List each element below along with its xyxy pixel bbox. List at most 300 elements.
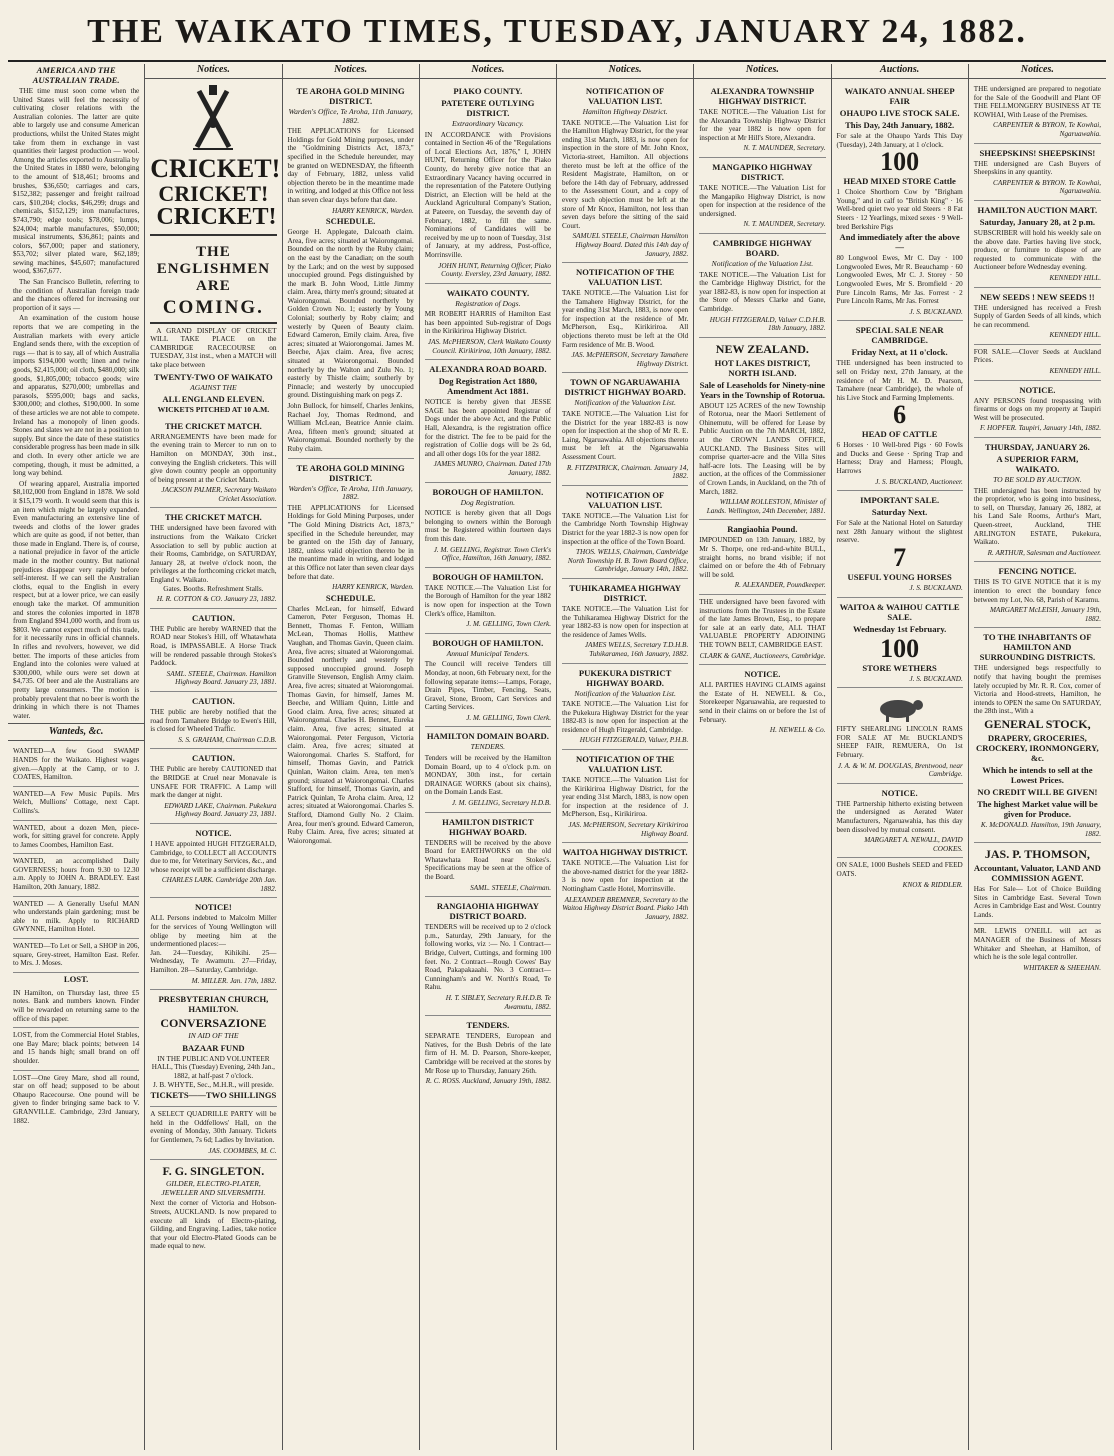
ad-text: IMPOUNDED on 13th January, 1882, by Mr S. Thorpe, one red-and-white BULL, straight horns, no brand visible; if not claimed on or before the 4th of February will be sold. [699,536,826,579]
ad-signature: HARRY KENRICK, Warden. [332,583,414,592]
ad-signature: J. S. BUCKLAND. [909,674,963,683]
ad-subheading: PATETERE OUTLYING DISTRICT. [441,98,535,118]
ad-subline: IN AID OF THE [188,1031,239,1041]
piako-ad [425,82,551,284]
fencing-ad [974,562,1101,628]
wanted-ad [13,854,139,896]
singleton-ad [150,1160,276,1255]
dog-registration-ad [425,284,551,361]
cattle-sale-ad [837,598,963,689]
ad-text: THE Public are hereby CAUTIONED that the BRIDGE at Cruel near Monavale is UNSAFE FOR TRAFFIC. A Lamp will mark the danger at night. [150,765,277,800]
ad-signature: MARGARET A. NEWALL, DAVID COOKES. [864,836,963,853]
column-heading: Notices. [145,64,281,79]
ad-text: TAKE NOTICE.—The Valuation List for the Cambridge North Township Highway District for the year 1882-3 is now open for inspection at the office of the Town Board. [562,511,689,546]
notice-ad [699,665,825,739]
ad-text: IN THE PUBLIC AND VOLUNTEER HALL, This (Tuesday) Evening, 24th Jan., 1882, at half-past 7 o'clock. [151,1054,275,1081]
tickets-line: TICKETS——TWO SHILLINGS [150,1090,277,1101]
ad-heading: SPECIAL SALE NEAR CAMBRIDGE. [855,325,944,346]
pound-ad [699,520,825,595]
ad-heading: Rangiaohia Pound. [727,524,798,535]
ad-text: TENDERS will be received by the above Board for EARTHWORKS on the old Whatawhata Road near Stokes's. Specifications may be seen at the office of the Board. [424,838,551,881]
ad-text: ALL Persons indebted to Malcolm Miller for the services of Young Wellington will oblige by meeting him at the undermentioned places:— [150,914,277,949]
crossed-bats-icon [183,83,243,153]
clover-ad [974,345,1101,381]
cricket-line-2: CRICKET! [158,181,269,207]
cricket-match-ad [150,417,276,509]
ad-signature: JAS. McPHERSON, Secretary Tamahere Highway District. [571,351,689,368]
ad-signature: KNOX & RIDDLER. [902,880,963,889]
valuation-ad [562,82,688,263]
ad-heading: WAIKATO ANNUAL SHEEP FAIR [844,86,955,106]
lost-ad [13,1071,139,1130]
ad-heading: WAITOA HIGHWAY DISTRICT. [562,847,688,858]
ad-heading: NOTIFICATION OF THE VALUATION LIST. [576,267,675,288]
column-heading: Notices. [283,64,419,79]
valuation-ad [562,263,688,373]
ad-subline: Warden's Office, Te Aroha, 11th January, 1882. [288,483,413,502]
ad-text: WANTED—A Few Music Pupils. Mrs Welch, Mullions' Cottage, next Capt. Collins's. [13,789,140,815]
lost-heading: LOST. [63,973,89,984]
ad-heading: JAS. P. THOMSON, [984,847,1090,862]
ad-signature: JACKSON PALMER, Secretary Waikato Cricket Association. [161,486,277,503]
ad-text: SEPARATE TENDERS, European and Natives, for the Bush Debris of the late firm of H. M. D. Pearson, Shore-keeper, Cambridge will be received at the stores by Mr Rose up to Thursday, January 26th. [424,1032,551,1075]
borough-ad [425,483,551,568]
ad-signature: WILLIAM ROLLESTON, Minister of Lands. Wellington, 24th December, 1881. [706,498,826,515]
church-ad [150,990,276,1107]
column-heading: Notices. [420,64,556,79]
ad-heading: BOROUGH OF HAMILTON. [432,637,544,648]
ad-text: THIS IS TO GIVE NOTICE that it is my intention to erect the boundary fence between my Lot, No. 68, Parish of Karamu. [973,578,1101,604]
ad-heading: ALEXANDRA ROAD BOARD. [429,364,547,375]
sale-count-label: HEAD MIXED STORE Cattle [843,176,956,187]
ad-text: For sale at the Ohaupo Yards This Day (Tuesday), 24th January, at 1 o'clock. [836,132,963,149]
ad-signature: J. M. GELLING, Town Clerk. [466,620,551,629]
ad-subline: TO BE SOLD BY AUCTION. [993,475,1082,485]
ad-heading: ALEXANDRA TOWNSHIP HIGHWAY DISTRICT. [710,86,815,106]
ad-heading: NOTICE! [194,902,232,913]
sale-count-label: HEAD OF CATTLE [861,429,938,440]
ad-text: TENDERS will be received up to 2 o'clock p.m., Saturday, 29th January, for the following works, viz :— No. 1 Contract—Bridge, Culvert, Cuttings, and forming 100 feet. No. 2 Contract—Rough Cowes' Bay Road, Pakapakaaahi. No. 3 Contract—Cunningham's and W. North's Road, Te Rahu. [424,923,551,992]
ad-subheading: OHAUPO LIVE STOCK SALE. [839,108,960,118]
cricket-headline [150,154,281,231]
ad-text: THE Partnership hitherto existing between the undersigned as Aerated Water Manufacturers, Ngaruawahia, has this day been dissolved by mutual consent. [836,799,963,834]
ad-signature: MARGARET McLEISH, January 19th, 1882. [989,606,1101,623]
ad-subline: Annual Municipal Tenders. [446,648,530,658]
mining-ad [288,459,414,850]
bazaar-title: BAZAAR FUND [182,1042,245,1053]
ad-text: THE undersigned has been instructed to sell on Friday next, 27th January, at the residence of Mr H. M. D. Pearson, Tamahere (near Cambridge), the whole of his Live Stock and Farming Implements. [836,359,963,402]
ad-heading: FENCING NOTICE. [998,566,1077,577]
divider [150,322,276,324]
ad-text: ALL PARTIES HAVING CLAIMS against the Estate of H. NEWELL & Co., Storekeeper Ngaruawahia, are requested to send in their claims on or before the 1st of February. [699,681,826,724]
conversazione-title: CONVERSAZIONE [160,1016,267,1031]
ad-date: Saturday Next. [871,507,928,518]
ad-subheading: Sale of Leaseholds for Ninety-nine Years in the Township of Rotorua. [699,379,826,400]
column-6 [694,64,831,1450]
ad-text: Has For Sale— Lot of Choice Building Sites in Cambridge East. Several Town Acres in Cambridge East and West. Country Lands. [973,885,1101,919]
caution-ad [150,692,276,749]
ad-signature: EDWARD LAKE, Chairman. Pukekura Highway Board. January 23, 1881. [164,801,277,819]
ad-subheading: The highest Market value will be given for Produce. [977,798,1098,819]
ad-text: Tenders will be received by the Hamilton Domain Board, up to 4 o'clock p.m. on MONDAY, 30th inst., for certain DRAINAGE WORKS (about six chains), on the Domain Lands East. [424,754,551,797]
ad-signature: HUGH FITZGERALD, Valuer C.D.H.B. 18th January, 1882. [709,315,826,333]
ad-text: TAKE NOTICE.—The Valuation List for the Kirikiriroa Highway District, for the year ending 31st March, 1883, is now open for inspection at the residence of J. McPherson, Esq., Kirikiriroa. [562,776,689,819]
ad-text: WANTED — A Generally Useful MAN who understands plain gardening; must be able to milk. Apply to RICHARD GWYNNE, Hamilton Hotel. [13,899,140,934]
ad-text: The Council will receive Tenders till Monday, at noon, 6th February next, for the following separate items:—Lamps, Forage, Drain Pipes, Timber, Fencing, Seats, Gravel, Stone, Broom, Cart Services and Carting Services. [424,660,551,712]
ad-subheading: DRAPERY, GROCERIES, CROCKERY, IRONMONGERY, &c. [976,732,1099,763]
ad-signature: J. S. BUCKLAND. [909,307,963,316]
ad-text: George H. Applegate, Dalcoath claim. Area, five acres; situated at Waiorongomai. Bounded on the north by the Ruby claim; on the east by the Canadian; on the south by the Lark; and on the west by supposed unoccupied ground. Pegs distinguished by the mark B. John Wood, Little Jimmy claim. Area, thirty men's ground; situated at Waiorongomai. Bounded northerly by Golden Crown No. 1; easterly by Young Colonial; southerly by Roby claim; and westerly by Queen of Beauty claim. Edward Cameron, Emily claim. Area, five acres; situated at Waiorongomai. James M. Beeche, Ajax claim. Area, five acres; situated at Waiorongomai. Bounded northerly by the Walton and Zulu No. 1; easterly by Thistle claim; southerly by Pinnacle; and westerly by unoccupied ground. Distinguishing mark on pegs Z. [287,228,414,400]
sheep-fair-ad [837,82,963,321]
sale-count: 7 [893,543,907,573]
ad-heading: F. G. SINGLETON. [162,1164,265,1179]
ad-heading: CAMBRIDGE HIGHWAY BOARD. [712,237,812,258]
ad-heading: BOROUGH OF HAMILTON. [432,486,544,497]
ad-list: 1 Choice Shorthorn Cow by "Brigham Young," and in calf to "British King" · 16 Well-bred quiet two year old Steers · 8 Fat Steers · 12 Yearlings, mixed sexes · 9 Well-bred Berkshire Pigs [836,188,963,231]
article-paragraph: The San Francisco Bulletin, referring to the condition of Australian foreign trade and the chances offered for increasing our proportion of it says — [13,278,140,312]
ad-signature: KENNEDY HILL. [1049,273,1101,282]
ad-signature: H. NEWELL & Co. [769,726,826,735]
ad-text: LOST, from the Commercial Hotel Stables, one Bay Mare; black points; between 14 and 15 hands high; small brand on off shoulder. [13,1031,140,1065]
ad-signature: J. A. & W. M. DOUGLAS, Brentwood, near Cambridge. [837,761,963,779]
trespass-ad [974,381,1101,438]
ad-heading: THURSDAY, JANUARY 26. [985,442,1090,453]
ad-heading: CAUTION. [192,695,235,706]
ad-date: Wednesday 1st February. [852,623,947,634]
ad-subline: Dog Registration. [460,497,516,507]
special-sale-ad [837,321,963,491]
ad-heading: TOWN OF NGARUAWAHIA DISTRICT HIGHWAY BOARD. [564,377,686,398]
ad-signature: SAMUEL STEELE, Chairman Hamilton Highway Board. Dated this 14th day of January, 1882. [572,232,689,258]
wanted-ad [13,744,139,786]
ad-text: TAKE NOTICE.—The Valuation List for the Tuhikaramea Highway District for the year 1882-83 is now open for inspection at the residence of James Wells. [562,604,689,639]
ad-text: For Sale at the National Hotel on Saturday next 28th January without the slightest reserve. [836,519,963,545]
ad-signature: CARPENTER & BYRON. Te Kowhai, Ngaruawahia. [993,178,1101,196]
ad-signature: CARPENTER & BYRON, Te Kowhai, Ngaruawahia. [993,121,1101,138]
ad-signature: R. FITZPATRICK, Chairman. January 14, 1882. [566,463,689,481]
ad-text: MR. LEWIS O'NEILL will act as MANAGER of the Business of Messrs Whitaker and Sheehan, at Hamilton, of which he is the sole legal controller. [973,927,1101,962]
ad-signature: H. T. SIBLEY, Secretary R.H.D.B. Te Awamutu, 1882. [445,993,551,1011]
ad-heading: NOTIFICATION OF THE VALUATION LIST. [576,754,675,775]
article-paragraph: THE time must soon come when the United States will feel the necessity of cultivating closer relations with the Australian colonies. The latter are quite able to largely use and consume American productions, whilst the United States might take from them in exchange in vast quantities their largest production — wool. Among the articles exported to Australia by the United States in 1880 were, belonging to the amount of $18,461; brooms and brushes, $36,650; carriages and cars, $152,382; passenger and freight railroad cars, $10,204; clocks, $46,299; drugs and chemicals, $152,129; iron manufactures, $743,790; edge tools; $78,006; lumps, $24,004; marble manufactures, $50,000; musical instruments, $36,861; paints and colors, $67,000; paper and stationery, $53,702; silver plated ware, $62,189; sewing machines, $45,607; manufactured wood, $367,677. [13,87,140,276]
ad-subline: Notification of the Valuation List. [574,398,676,408]
ad-text: TAKE NOTICE.—The Valuation List for the District for the year 1882-83 is now open for inspection at the shop of Mr R. E. Laing, Ngaruawahia. All objections thereto must be left at the Ngaruawahia Assessment Court. [562,410,689,461]
sale-count: 100 [880,147,920,177]
ad-text: IN Hamilton, on Thursday last, three £5 notes. Bank and numbers known. Finder will be rewarded on returning same to the office of this paper. [13,988,140,1023]
ad-text: THE undersigned have been favored with instructions from the Trustees in the Estate of the late James Brown, Esq., to prepare for sale at an early date, ALL THAT VALUABLE PROPERTY ADJOINING THE TOWN BELT, CAMBRIDGE EAST. [699,597,826,649]
store-opening-ad [974,628,1101,843]
ad-date: Saturday, January 28, at 2 p.m. [979,216,1096,227]
ad-heading: RANGIAOHIA HIGHWAY DISTRICT BOARD. [436,901,539,922]
domain-board-ad [425,727,551,812]
wickets-line: WICKETS PITCHED AT 10 A.M. [157,405,270,415]
lost-ad [13,1028,139,1070]
wanted-heading: Wanteds, &c. [8,723,144,741]
ad-heading: IMPORTANT SALE. [860,495,940,506]
ad-heading: NOTICE. [744,669,781,680]
article-title: AMERICA AND THE AUSTRALIAN TRADE. [32,65,120,85]
ad-text: THE Public are hereby WARNED that the ROAD near Stokes's Hill, off Whatawhata Road, is IMPASSABLE. A Horse Track will be rendered passable through Stokes's Paddock. [150,624,277,668]
ad-signature: JAS. McPHERSON, Secretary Kirikiriroa Highway Board. [568,821,689,838]
ad-text: TAKE NOTICE.—The Valuation List for the Hamilton Highway District, for the year ending 31st March, 1883, is now open for inspection in the store of Mr. John Knox, Victoria-street, Hamilton. All objections thereto must be left at the office of the Resident Magistrate, Hamilton, on or before the 14th day of February, addressed to the Assessment Court, and a copy of every such objection must be left at the store of Mr Knox, Hamilton, not less than seven days before the sitting of the said Court. [562,118,689,230]
valuation-ad [699,158,825,234]
article-paragraph: An examination of the custom house reports that we are competing in the Australian markets with every article England sends there, with the exception of rugs — that is to say, all of which Australia imports $194,000 worth; linen and twine goods, $2,415,000; oil cloth, $480,000; silk goods, $1,805,000; tobacco goods; wire and apparatus, $270,000; umbrellas and parasols, $595,000; bags and sacks, $300,000; and clothes, $190,000. In some of these articles we are not able to compete. Ireland has a monopoly of linen goods. Stones and slates we are not in a position to supply. But since the date of these statistics considerable progress has been made in silk and cloth. In every other article we are competing, though, it must be admitted, a long way behind. [13,314,140,478]
valuation-ad [562,579,688,664]
ad-text: THE undersigned has received a Fresh Supply of Garden Seeds of all kinds, which he can recommend. [973,303,1101,329]
alexandra-ad [425,360,551,482]
ad-heading: TENDERS. [466,1020,510,1031]
ad-heading: HAMILTON AUCTION MART. [977,204,1098,215]
ad-heading: SHEEPSKINS! SHEEPSKINS! [979,147,1096,158]
valuation-ad [562,750,688,843]
seeds-ad [974,288,1101,345]
ad-signature: SAML. STEELE, Chairman. Hamilton Highway Board. January 23, 1881. [166,669,277,687]
ad-signature: JAMES MUNRO, Chairman. Dated 17th January, 1882. [433,460,551,477]
ad-signature: R. C. ROSS. Auckland, January 19th, 1882. [425,1077,551,1086]
newspaper-title: THE WAIKATO TIMES, TUESDAY, JANUARY 24, 1882. [87,13,1027,50]
ad-date: Friday Next, at 11 o'clock. [851,347,948,358]
ad-heading: NOTIFICATION OF VALUATION LIST. [585,489,665,510]
wanted-ad [13,939,139,973]
borough-ad [425,634,551,728]
highway-board-ad [425,813,551,898]
ad-subheading: HOT LAKES DISTRICT, NORTH ISLAND. [714,357,811,378]
all-england-line: ALL ENGLAND ELEVEN. [162,394,265,405]
sale-count-label: USEFUL YOUNG HORSES [847,572,952,583]
sale-count-label: STORE WETHERS [862,662,937,673]
ad-subheading: Dog Registration Act 1880, Amendment Act 1881. [438,376,538,397]
general-stock-title: GENERAL STOCK, [984,716,1091,731]
ad-heading: HAMILTON DISTRICT HIGHWAY BOARD. [442,816,534,837]
oneill-ad [974,924,1101,976]
ad-text: WANTED—A few Good SWAMP HANDS for the Waikato. Highest wages given.—Apply at the Camp, or to J. COATES, Hamilton. [13,747,140,782]
ad-date: This Day, 24th January, 1882. [845,120,955,130]
ad-text: FIFTY SHEARLING LINCOLN RAMS FOR SALE AT Mr. BUCKLAND'S SHEEP FAIR, REMUERA, On 1st February. [836,725,963,759]
ad-subheading: Which he intends to sell at the Lowest Prices. [982,764,1093,785]
ad-signature: J. S. BUCKLAND. [909,584,963,593]
sale-count: 100 [880,633,920,663]
coming-banner: COMING. [162,296,264,318]
ad-heading: NOTICE. [1019,384,1056,395]
ad-signature: N. T. MAUNDER, Secretary. [743,144,826,153]
ad-signature: JAS. COOMBES, M. C. [208,1146,277,1155]
property-sale-ad [699,595,825,665]
rangiaohia-ad [425,897,551,1016]
ad-heading: BOROUGH OF HAMILTON. [432,571,544,582]
ad-heading: NOTICE. [195,827,232,838]
column-2 [145,64,282,1450]
grand-display-text [150,327,276,370]
ad-subline: Notification of the Valuation List. [574,688,676,698]
ad-subheading: Accountant, Valuator, LAND AND COMMISSION AGENT. [973,863,1101,884]
ad-text: J. B. WHYTE, Sec., M.H.R., will preside. [152,1080,274,1089]
seed-sale-ad [837,858,963,893]
rotorua-ad [699,338,825,521]
ad-text: TAKE NOTICE.—The Valuation List for the Mangapiko Highway District, is now open for inspection at the residence of the undersigned. [699,183,826,218]
ad-signature: JOHN HUNT, Returning Officer, Piako County. Eversley, 23rd January, 1882. [438,261,551,279]
article-body [13,87,139,720]
ad-text: FOR SALE.—Clover Seeds at Auckland Prices. [973,347,1101,365]
ad-signature: CLARK & GANE, Auctioneers, Cambridge. [699,651,826,660]
ad-heading: NEW ZEALAND. [715,341,809,356]
ad-subheading: NO CREDIT WILL BE GIVEN! [977,786,1098,797]
ad-text: IN ACCORDANCE with Provisions contained in Section 46 of the "Regulations of Local Elections Act, 1876," I, JOHN HUNT, Returning Officer for the Piako County, do hereby give notice that an Extraordinary Vacancy having occurred in the representation of the Patetere Outlying District, an Election will be held at the Auckland Agricultural Company's Station, at Pateere, on Tuesday, the seventh day of February, 1882, to fill the same. Nominations of Candidates will be received by me up to noon of Tuesday, 31st of January, at my address, Post-office, Morrinsville. [424,130,551,259]
ad-subheading: A SUPERIOR FARM, WAIKATO. [996,454,1079,475]
sheepskins-ad [974,144,1101,201]
auction-mart-ad [974,201,1101,288]
column-heading: Notices. [557,64,693,79]
ad-text: ON SALE, 1000 Bushels SEED and FEED OATS. [836,861,963,878]
ad-heading: THE CRICKET MATCH. [164,512,262,523]
ad-signature: ALEXANDER BREMNER, Secretary to the Waitoa Highway District Board. Piako 14th January, 1882. [562,895,689,921]
column-heading: Notices. [694,64,830,79]
notice-ad [150,898,276,990]
ad-signature: KENNEDY HILL. [1049,331,1101,340]
schedule-heading: SCHEDULE. [325,216,376,227]
column-7 [832,64,969,1450]
ad-subline: GILDER, ELECTRO-PLATER, JEWELLER AND SILVERSMITH. [161,1179,266,1197]
article-paragraph: Of wearing apparel, Australia imported $8,102,000 from England in 1878. We sold it $15,179 worth. It would seem that this is an item which might be largely expanded. Even manufacturing an extensive line of tweeds and cloths of the lower grades which are quite as good, if not better, than those made in England. There is, of course, a national prejudice in favor of the article made in the mother country. But national prejudices disappear very rapidly before self-interest. If we can sell the Australian cloths, equal to the English in every respect, but at a lower price, we can easily enough take the market. Of ammunition and stores the colonies imported in 1878 from England $941,000 worth, and from us $803. We cannot expect much of this trade, for it necessarily runs in official channels. In rifles and revolvers, however, we did better. The imports of these articles from England into the colonies were valued at $300,000, while ours were set down at $4,735. Of beer and ale the Australians are pretty large consumers. The motion is probably prevalent that no beer is worth the drinking in which there is not Thames water. [13,479,140,720]
ad-heading: CAUTION. [192,612,235,623]
ad-signature: THOS. WELLS, Chairman, Cambridge North Township H. B. Town Board Office, Cambridge, January 14th, 1882. [567,548,689,574]
ad-text: THE undersigned begs respectfully to notify that having bought the premises lately occupied by Mr. R. R. Cox, corner of Victoria and Hood-streets, Hamilton, he intends to OPEN the same On SATURDAY, the 28th inst., With a [973,664,1101,716]
cricket-line-1: CRICKET! [150,154,281,183]
valuation-ad [562,373,688,485]
against-line: AGAINST THE [190,382,237,392]
quadrille-ad [150,1107,276,1160]
ad-subline: Extraordinary Vacancy. [451,119,524,128]
notice-ad [150,824,276,899]
notice-ad [837,784,963,859]
sale-count: 6 [893,400,907,430]
valuation-ad [699,82,825,158]
valuation-ad [562,664,688,751]
ad-signature: J. M. GELLING, Town Clerk. [466,713,551,722]
ad-text: WANTED, about a dozen Men, piece-work, for sitting gravel for concrete. Apply to James Coombes, Hamilton East. [13,823,140,849]
ad-signature: H. R. COTTON & CO. January 23, 1882. [156,595,277,604]
ad-heading: WAITOA & WAIHOU CATTLE SALE. [839,601,960,622]
ad-heading: THE CRICKET MATCH. [164,420,262,431]
ad-text: TAKE NOTICE.—The Valuation List for the Pukekura Highway District for the year 1882-83 is now open for inspection at the residence of Hugh Fitzgerald, Cambridge. [562,700,689,734]
ad-text: ARRANGEMENTS have been made for the evening train to Mercer to run on to Hamilton on MONDAY, 30th inst., conveying the English cricketers. This will give down country people an opportunity of being present at the Cricket Match. [150,432,277,484]
ad-list: 80 Longwool Ewes, Mr C. Day · 100 Longwooled Ewes, Mr R. Beauchamp · 60 Longwooled Ewes, Mr C. J. Storey · 50 Longwooled Ewes, Mr S. Bromfield · 20 Pure Lincoln Rams, Mr Jas. Forrest · 2 Pure Lincoln Rams, Mr Jas. Forrest [836,254,963,306]
ad-text: THE undersigned have been favored with instructions from the Waikato Cricket Association to sell by public auction at their Rooms, Cambridge, on SATURDAY, January 28, at twelve o'clock noon, the privileges at the forthcoming cricket match, England v. Waikato. [150,524,277,585]
column-3 [283,64,420,1450]
ad-text: A SELECT QUADRILLE PARTY will be held in the Oddfellows' Hall, on the evening of Monday, 30th January. Tickets for Gentlemen, 7s 6d; Ladies by Invitation. [150,1110,277,1144]
column-1 [8,64,145,1450]
masthead [8,4,1106,62]
twenty-two-line: TWENTY-TWO OF WAIKATO [154,371,273,382]
ad-text: WANTED, an accomplished Daily GOVERNESS; hours from 9.30 to 12.30 a.m. Apply to JOHN A. BRADLEY. East Hamilton, 20th January, 1882. [13,857,140,892]
ad-text: John Bullock, for himself, Charles Jenkins, Rachael Joy, Thomas Redmond, and William McLean, Beatrice Annie claim. Area, fifteen men's ground; situated at Waiorongomai. Bounded northerly by the Ruby claim. [287,402,414,453]
ad-text: A GRAND DISPLAY OF CRICKET WILL TAKE PLACE on the CAMBRIDGE RACECOURSE on TUESDAY, 31st inst., when a MATCH will take place between [150,326,277,369]
valuation-ad [699,234,825,338]
ad-signature: N. T. MAUNDER, Secretary. [743,220,826,229]
caution-ad [150,609,276,692]
ad-text: THE APPLICATIONS for Licensed Holdings for Gold Mining Purposes, under "The Gold Mining Districts Act, 1873," specified in the Schedule hereunder, may be granted on the 15th day of January, 1882, unless valid objection thereto be in the meantime made in writing, and lodged at this Office not later than seven clear days before that date. [287,503,414,581]
ad-heading: PUKEKURA DISTRICT HIGHWAY BOARD. [578,667,672,688]
ram-icon [870,693,930,723]
ad-heading: TUHIKARAMEA HIGHWAY DISTRICT. [569,582,681,603]
ad-signature: R. ALEXANDER, Poundkeeper. [734,581,826,590]
ad-heading: NOTIFICATION OF VALUATION LIST. [585,86,665,106]
ad-dates: Jan. 24—Tuesday, Kihikihi. 25—Wednesday, Te Awamutu. 27—Friday, Hamilton. 28—Saturday, Cambridge. [150,948,277,975]
ad-heading: NEW SEEDS ! NEW SEEDS !! [980,291,1095,302]
ad-text: TAKE NOTICE.—The Valuation List for the Tamahere Highway District, for the year ending 31st March, 1883, is now open for inspection at the residence of Mr. McPherson, Esq., Kirikiriroa. All objections thereto must be left at the Old Farm residence of Mr. B. Wood. [562,289,689,349]
ad-text: THE public are hereby notified that the road from Tamahere Bridge to Ewen's Hill, is closed for Wheeled Traffic. [150,707,277,734]
ad-heading: TO THE INHABITANTS OF HAMILTON AND SURROUNDING DISTRICTS. [979,632,1096,663]
ad-signature: S. S. GRAHAM, Chairman C.D.B. [178,735,277,744]
ad-subline: Registration of Dogs. [455,298,521,308]
wanted-ad [13,897,139,939]
valuation-ad [562,843,688,925]
borough-ad [425,568,551,634]
ad-heading: TE AROHA GOLD MINING DISTRICT. [296,462,405,483]
column-4 [420,64,557,1450]
ad-subheading: And immediately after the above— [839,232,960,253]
ad-signature: M. MILLER. Jan. 17th, 1882. [191,976,277,985]
farm-auction-ad [974,438,1101,562]
ad-text: Next the corner of Victoria and Hobson-Streets, AUCKLAND. Is now prepared to execute all kinds of Electro-plating, Gilding, and Engraving. Ladies, take notice that your old Electro-Plated Goods can be made equal to new. [150,1199,277,1251]
ad-text: THE APPLICATIONS for Licensed Holdings for Gold Mining purposes, under the "Goldmining Districts Act, 1873," specified in the Schedule hereunder, may be granted on WEDNESDAY, the fifteenth day of February, 1882, unless valid objection thereto be in the meantime made in writing, and lodged at this Office not less than seven clear days before that date. [287,127,414,204]
schedule-heading: SCHEDULE. [325,592,376,603]
ad-signature: F. HOPFER. Taupiri, January 14th, 1882. [980,424,1101,433]
ad-text: TAKE NOTICE.—The Valuation List for the above-named district for the year 1882-3 is now open for inspection at the Nottingham Castle Hotel, Morrinsville. [562,859,689,893]
ad-signature: WHITAKER & SHEEHAN. [1023,963,1101,972]
ad-text: NOTICE is hereby given that all Dogs belonging to owners within the Borough must be Registered within fourteen days from this date. [424,509,551,543]
ad-subline: Hamilton Highway District. [582,107,668,116]
ad-text: ANY PERSONS found trespassing with firearms or dogs on my property at Taupiri West will be prosecuted. [973,396,1101,422]
ad-text: TAKE NOTICE.—The Valuation List for the Cambridge Highway District, for the year 1882-83, is now open for inspection at the Store of Messrs Clarke and Gane, Cambridge. [699,270,826,313]
valuation-ad [562,486,688,579]
ad-text: I HAVE appointed HUGH FITZGERALD, Cambridge, to COLLECT all ACCOUNTS due to me, for Veterinary Services, &c., and whose receipt will be a sufficient discharge. [150,839,277,874]
ad-signature: SAML. STEELE, Chairman. [470,883,551,892]
ad-signature: JAMES WELLS, Secretary T.D.H.B. Tuhikaramea, 16th January, 1882. [584,641,689,658]
mining-ad [288,82,414,459]
ad-text: Charles McLean, for himself, Edward Cameron, Peter Ferguson, Thomas H. Bennett, Thomas F. Fenton, William McLean, Thomas Hollis, Matthew Vaughan, and Thomas Gavin, Queen claim. Area, five acres; situated at Waiorongomai. Bounded northerly and westerly by supposed unoccupied ground. Joseph Granville Stevenson, English Army claim. Area, five acres; situated at Waiorongomai. Thomas Gavin, for himself, James M. Beeche, and William Quinn, Little and Good claim. Area, five acres; situated at Waiorongomai. Charles H. Bennet, Eureka claim. Area, five acres; situated at Waiorongomai. Peter Ferguson, Victoria claim. Area, five acres; situated at Waiorongomai. Charles S. Stafford, for himself, Thomas Gavin, and Patrick Quinlan, Waiton claim. Area, ten men's ground; situated at Waiorongomai. Charles Stafford, for himself, Thomas Gavin, and Patrick Quinlan, Te Aroha claim. Area, 12 acres; situated at Waiorongomai. Charles S. Stafford, Diamond Gully No. 2 Claim. Area, four men's ground. Edward Cameron, Ruby Claim. Area, five acres; situated at Waiorongomai. [287,604,414,845]
ad-heading: PIAKO COUNTY. [453,86,523,96]
divider [150,234,276,236]
ad-signature: K. McDONALD. Hamilton, 19th January, 1882. [980,820,1101,838]
thomson-ad [974,843,1101,924]
ad-text: TAKE NOTICE.—The Valuation List for the Borough of Hamilton for the year 1882 is now open for inspection at the Town Clerk's office, Hamilton. [424,583,551,618]
ad-heading: TE AROHA GOLD MINING DISTRICT. [296,86,405,106]
ad-text: LOST—One Grey Mare, shod all round, star on off head; supposed to be about Ohaupo Racecourse. One pound will be given to finder bringing same back to V. GRANVILLE. Cambridge, 23rd January, 1882. [13,1073,140,1125]
wanted-ad [13,787,139,821]
ad-signature: CHARLES LARK. Cambridge 20th Jan. 1882. [161,876,277,893]
cricket-line-3: CRICKET! [156,204,277,231]
ad-signature: J. M. GELLING, Secretary H.D.B. [451,799,551,808]
lincoln-rams-ad [837,688,963,784]
important-sale-ad [837,491,963,597]
ad-heading: HAMILTON DOMAIN BOARD. [426,731,549,742]
column-8 [969,64,1106,1450]
englishmen-banner: THE ENGLISHMEN ARE [156,243,271,294]
ad-text: TAKE NOTICE.—The Valuation List for the Alexandra Township Highway District for the year 1882 is now open for inspection at Mr Hill's Store, Alexandra. [699,108,826,142]
ad-list: 6 Horses · 10 Well-bred Pigs · 60 Fowls and Ducks and Geese · Spring Trap and Harness; Dray and Harness; Plough, Harrows [836,441,963,476]
ad-signature: J. M. GELLING, Registrar. Town Clerk's Office, Hamilton, 16th January, 1882. [433,545,551,563]
ad-subline: Warden's Office, Te Aroha, 11th January, 1882. [288,107,413,125]
column-heading: Notices. [969,64,1106,79]
ad-signature: HUGH FITZGERALD, Valuer, P.H.B. [579,736,689,745]
ad-signature: JAS. McPHERSON, Clerk Waikato County Council. Kirikiriroa, 10th January, 1882. [427,338,551,355]
ad-subline: Notification of the Valuation List. [711,258,814,268]
ad-items: Gates. Booths. Refreshment Stalls. [163,584,264,593]
ad-text: THE undersigned has been instructed by the proprietor, who is going into business, to sell, on Thursday, January 26, 1882, at his Land Sale Rooms, Arthur's Mart, Queen-street, Auckland, THE ARLINGTON ESTATE, Pukekura, Waikato. [973,486,1101,547]
ad-heading: NOTICE. [881,787,918,798]
ad-signature: J. S. BUCKLAND, Auctioneer. [875,477,963,486]
column-heading: Auctions. [832,64,968,79]
